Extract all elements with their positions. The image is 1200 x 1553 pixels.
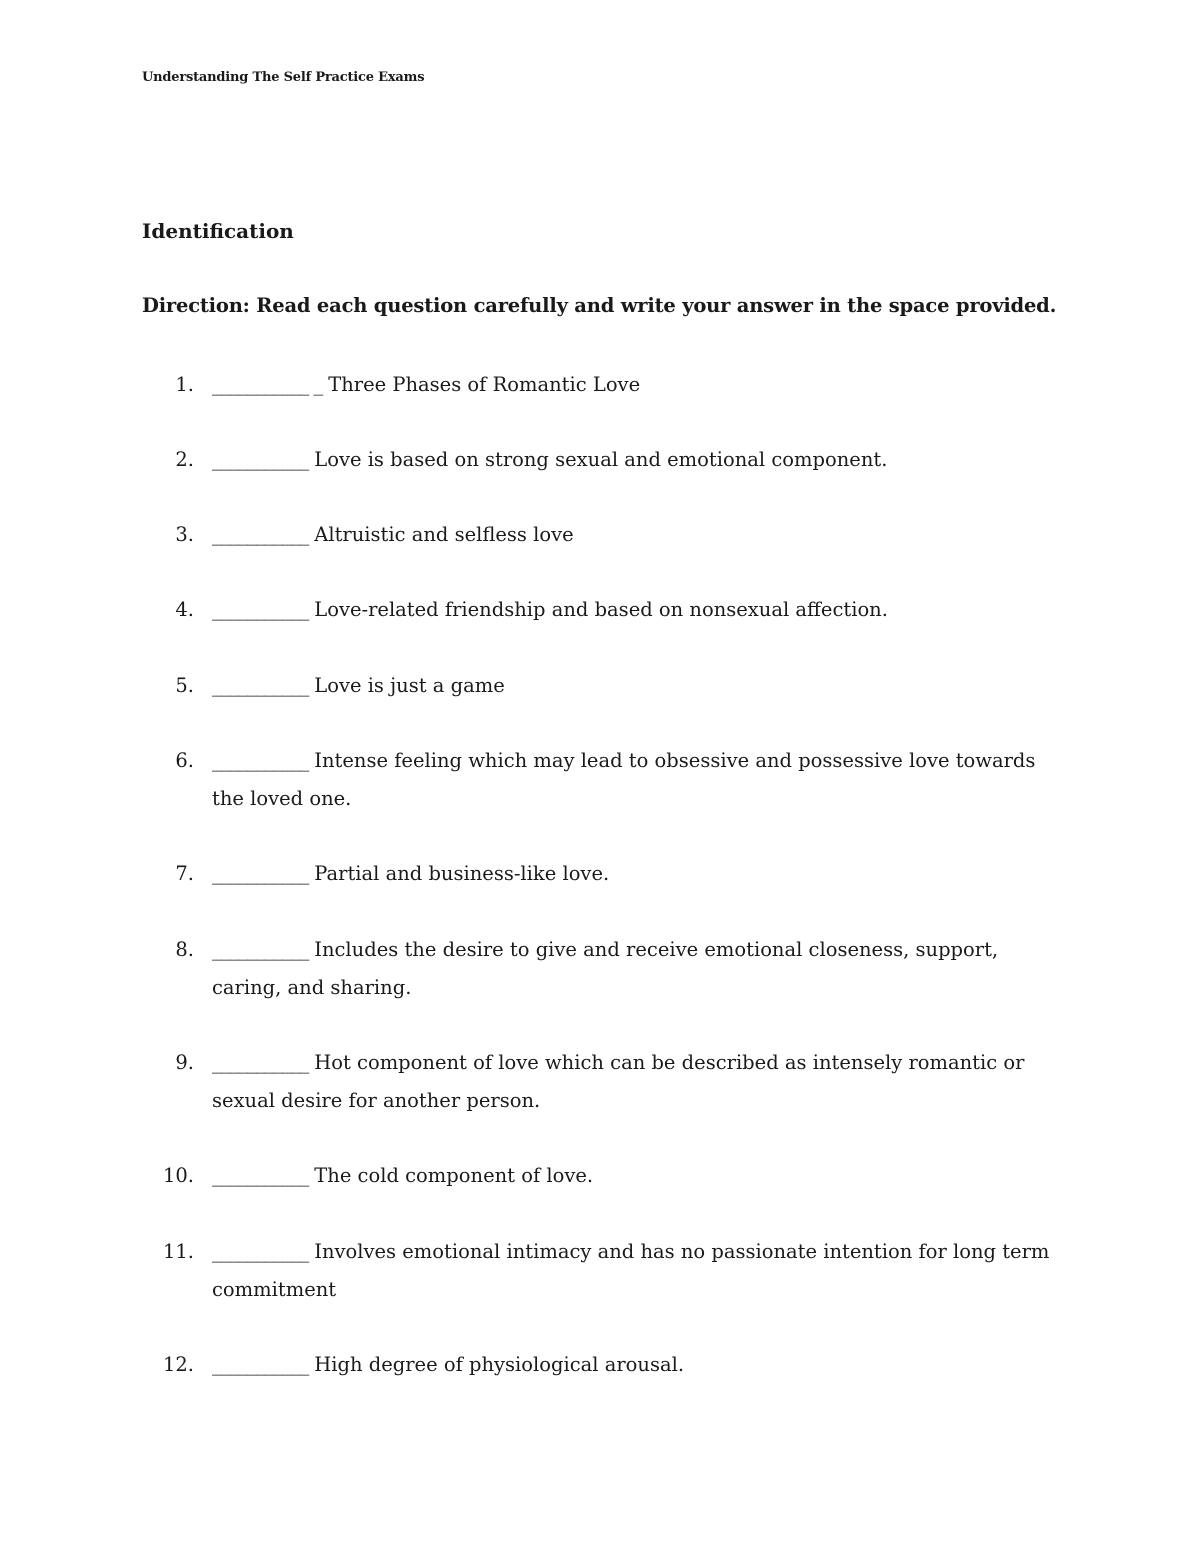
question-text: Includes the desire to give and receive emotional closeness, support, caring, and sharing. — [212, 938, 999, 999]
question-text: Partial and business-like love. — [314, 862, 610, 885]
answer-blank: ___________ — [212, 523, 309, 546]
question-number: 9. — [175, 1051, 194, 1074]
question-text: High degree of physiological arousal. — [314, 1353, 685, 1376]
question-number: 8. — [175, 938, 194, 961]
question-number: 12. — [162, 1353, 194, 1376]
question-text: Love-related friendship and based on nonsexual affection. — [314, 598, 888, 621]
running-header: Understanding The Self Practice Exams — [142, 70, 425, 85]
answer-blank: ___________ _ — [212, 373, 323, 396]
answer-blank: ___________ — [212, 938, 309, 961]
question-number: 2. — [175, 448, 194, 471]
answer-blank: ___________ — [212, 749, 309, 772]
question-text: Love is just a game — [314, 674, 505, 697]
section-title: Identification — [142, 219, 294, 243]
answer-blank: ___________ — [212, 448, 309, 471]
question-number: 4. — [175, 598, 194, 621]
question-number: 5. — [175, 674, 194, 697]
question-number: 11. — [162, 1240, 194, 1263]
question-number: 10. — [162, 1164, 194, 1187]
question-number: 7. — [175, 862, 194, 885]
directions-text: Direction: Read each question carefully and write your answer in the space provided. — [142, 294, 1057, 317]
question-text: Altruistic and selfless love — [314, 523, 574, 546]
question-text: The cold component of love. — [314, 1164, 594, 1187]
question-number: 6. — [175, 749, 194, 772]
question-text: Intense feeling which may lead to obsessive and possessive love towards the loved one. — [212, 749, 1036, 810]
question-number: 1. — [175, 373, 194, 396]
answer-blank: ___________ — [212, 1164, 309, 1187]
question-text: Involves emotional intimacy and has no passionate intention for long term commitment — [212, 1240, 1050, 1301]
answer-blank: ___________ — [212, 862, 309, 885]
answer-blank: ___________ — [212, 1240, 309, 1263]
question-text: Hot component of love which can be described as intensely romantic or sexual desire for another person. — [212, 1051, 1025, 1112]
answer-blank: ___________ — [212, 598, 309, 621]
question-text: Three Phases of Romantic Love — [328, 373, 641, 396]
question-number: 3. — [175, 523, 194, 546]
question-text: Love is based on strong sexual and emotional component. — [314, 448, 888, 471]
answer-blank: ___________ — [212, 1353, 309, 1376]
answer-blank: ___________ — [212, 1051, 309, 1074]
answer-blank: ___________ — [212, 674, 309, 697]
